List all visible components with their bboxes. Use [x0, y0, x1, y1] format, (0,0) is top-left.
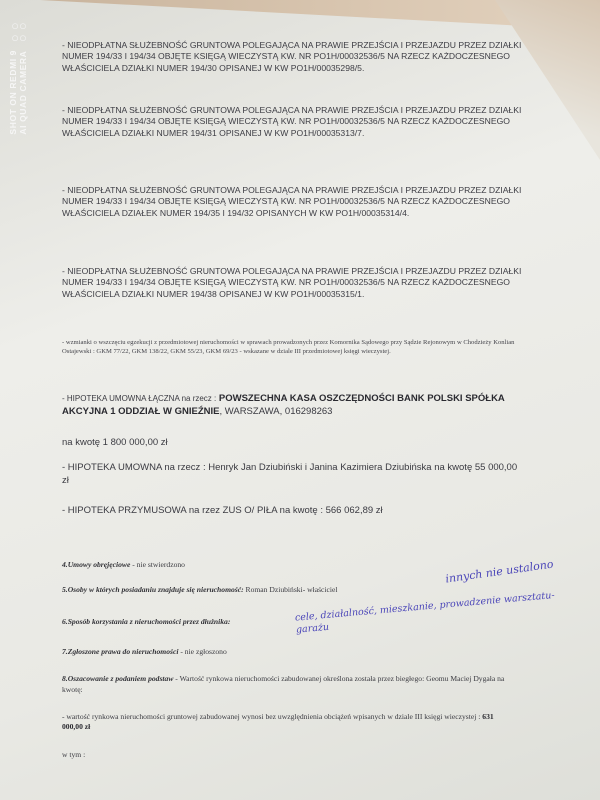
- mortgage-contract: - HIPOTEKA UMOWNA na rzecz : Henryk Jan Dziubiński i Janina Kazimiera Dziubińska na kwotę 55 000,00 zł: [62, 462, 518, 486]
- mortgage-joint: [62, 393, 532, 418]
- watermark-text: SHOT ON REDMI 9 AI QUAD CAMERA: [8, 50, 28, 135]
- mortgage-joint-amount: na kwotę 1 800 000,00 zł: [62, 437, 168, 448]
- item-8-value: - Wartość rynkowa nieruchomości zabudowanej określona została przez biegłego: Geomu Maciej Dygała na kwotę:: [62, 674, 505, 695]
- item-4-value: - nie stwierdzono: [130, 560, 185, 569]
- item-6-label: 6.Sposób korzystania z nieruchomości przez dłużnika:: [62, 617, 231, 626]
- item-5-value: Roman Dziubiński- właściciel: [243, 585, 338, 594]
- item-4-label: 4.Umowy obręjęciowe: [62, 560, 131, 569]
- handwritten-note-6: cele, działalność, mieszkanie, prowadzenie warsztatu-garażu: [294, 589, 556, 636]
- handwritten-note-5: innych nie ustalono: [444, 557, 555, 586]
- bank-suffix: , WARSZAWA, 016298263: [219, 405, 333, 417]
- item-7-label: 7.Zgłoszone prawa do nieruchomości: [62, 647, 179, 656]
- mortgage-joint-prefix: - HIPOTEKA UMOWNA ŁĄCZNA na rzecz :: [62, 394, 217, 403]
- item-4: [62, 559, 532, 570]
- item-7: [62, 646, 532, 657]
- item-8: [62, 673, 522, 696]
- easement-entry-4: - NIEODPŁATNA SŁUŻEBNOŚĆ GRUNTOWA POLEGAJĄCA NA PRAWIE PRZEJŚCIA I PRZEJAZDU PRZEZ DZIAŁKI NUMER 194/33 I 194/34 OBJĘTE KSIĘGĄ WIECZYSTĄ KW. NR PO1H/00032536/5 NA RZECZ KAŻDOCZESNEGO WŁAŚCICIELA DZIAŁKI NUMER 194/38 OPISANEJ W KW PO1H/00035315/1.: [62, 266, 522, 299]
- item-5: [62, 584, 532, 595]
- market-value-amount: 631 000,00 zł: [62, 712, 494, 731]
- bank-name: POWSZECHNA KASA OSZCZĘDNOŚCI BANK POLSKI SPÓŁKA AKCYJNA 1 ODDZIAŁ W GNIEŹNIE: [62, 393, 505, 417]
- item-5-label: 5.Osoby w których posiadaniu znajduje się nieruchomość:: [62, 585, 244, 594]
- item-8-label: 8.Oszacowanie z podaniem podstaw: [62, 674, 174, 683]
- mortgage-forced: - HIPOTEKA PRZYMUSOWA na rzez ZUS O/ PIŁA na kwotę : 566 062,89 zł: [62, 505, 383, 516]
- market-value-text: - wartość rynkowa nieruchomości gruntowej zabudowanej wynosi bez uwzględnienia obciążeń wpisanych w dziale III księgi wieczystej :: [62, 712, 481, 721]
- redmi-logo-icon: ○○ ○○: [11, 18, 27, 45]
- easement-entry-3: - NIEODPŁATNA SŁUŻEBNOŚĆ GRUNTOWA POLEGAJĄCA NA PRAWIE PRZEJŚCIA I PRZEJAZDU PRZEZ DZIAŁKI NUMER 194/33 I 194/34 OBJĘTE KSIĘGĄ WIECZYSTĄ KW. NR PO1H/00032536/5 NA RZECZ KAŻDOCZESNEGO WŁAŚCICIELA DZIAŁEK NUMER 194/35 I 194/32 OPISANYCH W KW PO1H/00035314/4.: [62, 185, 522, 218]
- market-value: [62, 712, 512, 732]
- camera-watermark: [8, 20, 30, 135]
- w-tym: w tym :: [62, 750, 86, 759]
- item-7-value: - nie zgłoszono: [178, 647, 227, 656]
- easement-entry-1: - NIEODPŁATNA SŁUŻEBNOŚĆ GRUNTOWA POLEGAJĄCA NA PRAWIE PRZEJŚCIA I PRZEJAZDU PRZEZ DZIAŁKI NUMER 194/33 I 194/34 OBJĘTE KSIĘGĄ WIECZYSTĄ KW. NR PO1H/00032536/5 NA RZECZ KAŻDOCZESNEGO WŁAŚCICIELA DZIAŁKI NUMER 194/30 OPISANEJ W KW PO1H/00035298/5.: [62, 40, 522, 73]
- enforcement-note: - wzmianki o wszczęciu egzekucji z przedmiotowej nieruchomości w sprawach prowadzonych przez Komornika Sądowego przy Sądzie Rejonowym w Chodzieży Konlian Ostajewski : GKM 77/22, GKM 138/22, GKM 55/23, GKM 69/23 - wskazane w dziale III przedmiotowej księgi wieczystej.: [62, 339, 515, 355]
- easement-entry-2: - NIEODPŁATNA SŁUŻEBNOŚĆ GRUNTOWA POLEGAJĄCA NA PRAWIE PRZEJŚCIA I PRZEJAZDU PRZEZ DZIAŁKI NUMER 194/33 I 194/34 OBJĘTE KSIĘGĄ WIECZYSTĄ KW. NR PO1H/00032536/5 NA RZECZ KAŻDOCZESNEGO WŁAŚCICIELA DZIAŁKI NUMER 194/31 OPISANEJ W KW PO1H/00035313/7.: [62, 105, 522, 138]
